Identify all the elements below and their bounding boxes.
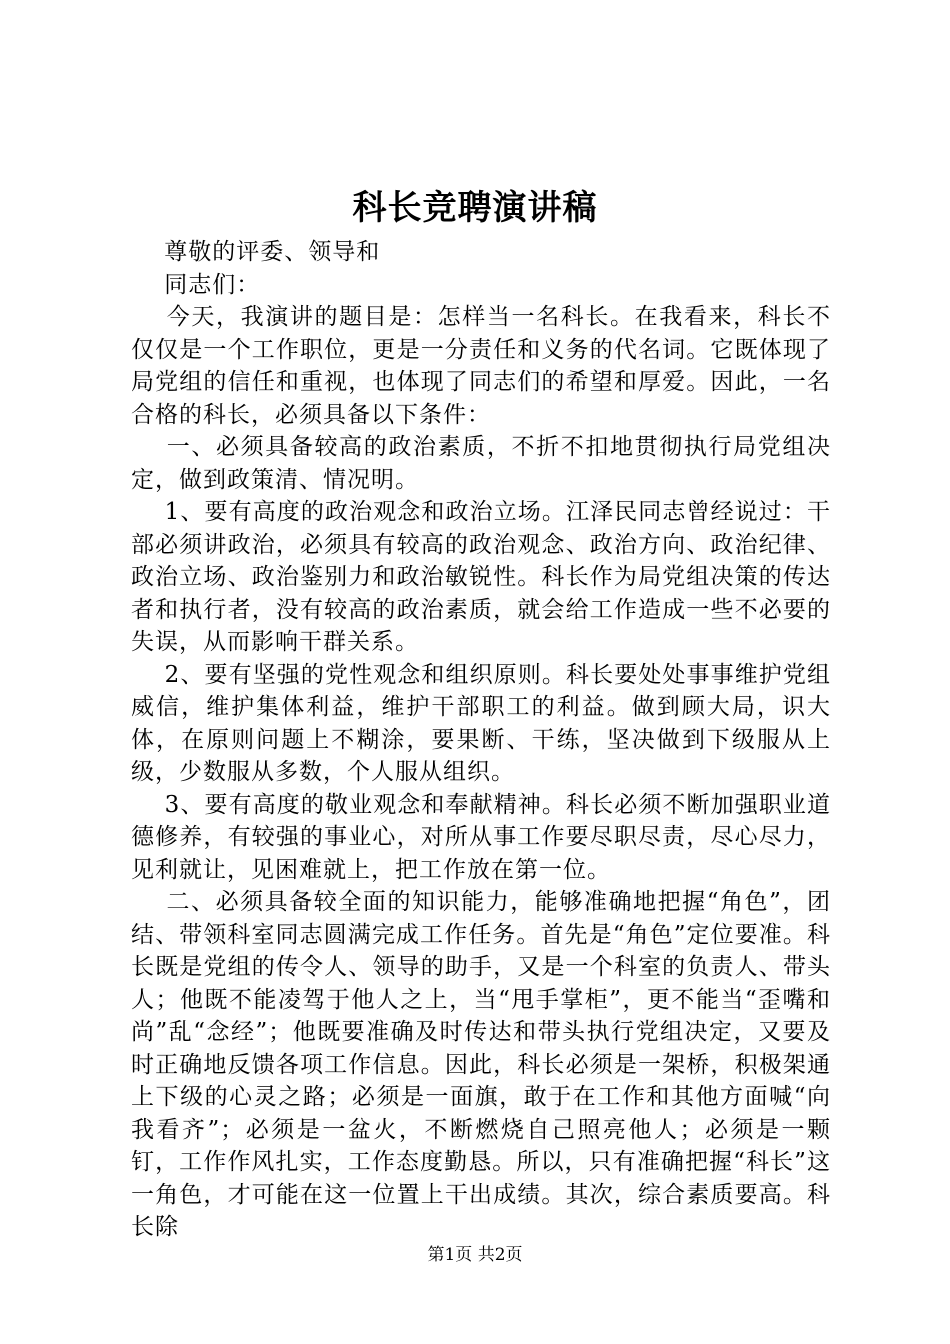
salutation-line-2: 同志们： (131, 271, 261, 298)
document-title: 科长竞聘演讲稿 (352, 188, 598, 228)
page-number-footer: 第1页 共2页 (427, 1245, 523, 1265)
paragraph-section-1: 一、必须具备较高的政治素质，不折不扣地贯彻执行局党组决定，做到政策清、情况明。 (131, 434, 831, 493)
paragraph-point-1: 1、要有高度的政治观念和政治立场。江泽民同志曾经说过：干部必须讲政治，必须具有较高的政治观念、政治方向、政治纪律、政治立场、政治鉴别力和政治敏锐性。科长作为局党组决策的传达者和执行者，没有较高的政治素质，就会给工作造成一些不必要的失误，从而影响干群关系。 (131, 499, 831, 655)
paragraph-intro: 今天，我演讲的题目是：怎样当一名科长。在我看来，科长不仅仅是一个工作职位，更是一分责任和义务的代名词。它既体现了局党组的信任和重视，也体现了同志们的希望和厚爱。因此，一名合格的科长，必须具备以下条件： (131, 304, 831, 428)
document-body (131, 236, 831, 1244)
paragraph-point-2: 2、要有坚强的党性观念和组织原则。科长要处处事事维护党组威信，维护集体利益，维护干部职工的利益。做到顾大局，识大体，在原则问题上不糊涂，要果断、干练，坚决做到下级服从上级，少数服从多数，个人服从组织。 (131, 661, 831, 785)
salutation-line-1: 尊敬的评委、领导和 (131, 239, 381, 265)
paragraph-point-3: 3、要有高度的敬业观念和奉献精神。科长必须不断加强职业道德修养，有较强的事业心，对所从事工作要尽职尽责，尽心尽力，见利就让，见困难就上，把工作放在第一位。 (131, 791, 831, 883)
paragraph-section-2: 二、必须具备较全面的知识能力，能够准确地把握“角色”，团结、带领科室同志圆满完成工作任务。首先是“角色”定位要准。科长既是党组的传令人、领导的助手，又是一个科室的负责人、带头人；他既不能凌驾于他人之上，当“甩手掌柜”，更不能当“歪嘴和尚”乱“念经”；他既要准确及时传达和带头执行党组决定，又要及时正确地反馈各项工作信息。因此，科长必须是一架桥，积极架通上下级的心灵之路；必须是一面旗，敢于在工作和其他方面喊“向我看齐”；必须是一盆火，不断燃烧自己照亮他人；必须是一颗钉，工作作风扎实，工作态度勤恳。所以，只有准确把握“科长”这一角色，才可能在这一位置上干出成绩。其次，综合素质要高。科长除 (131, 889, 831, 1240)
